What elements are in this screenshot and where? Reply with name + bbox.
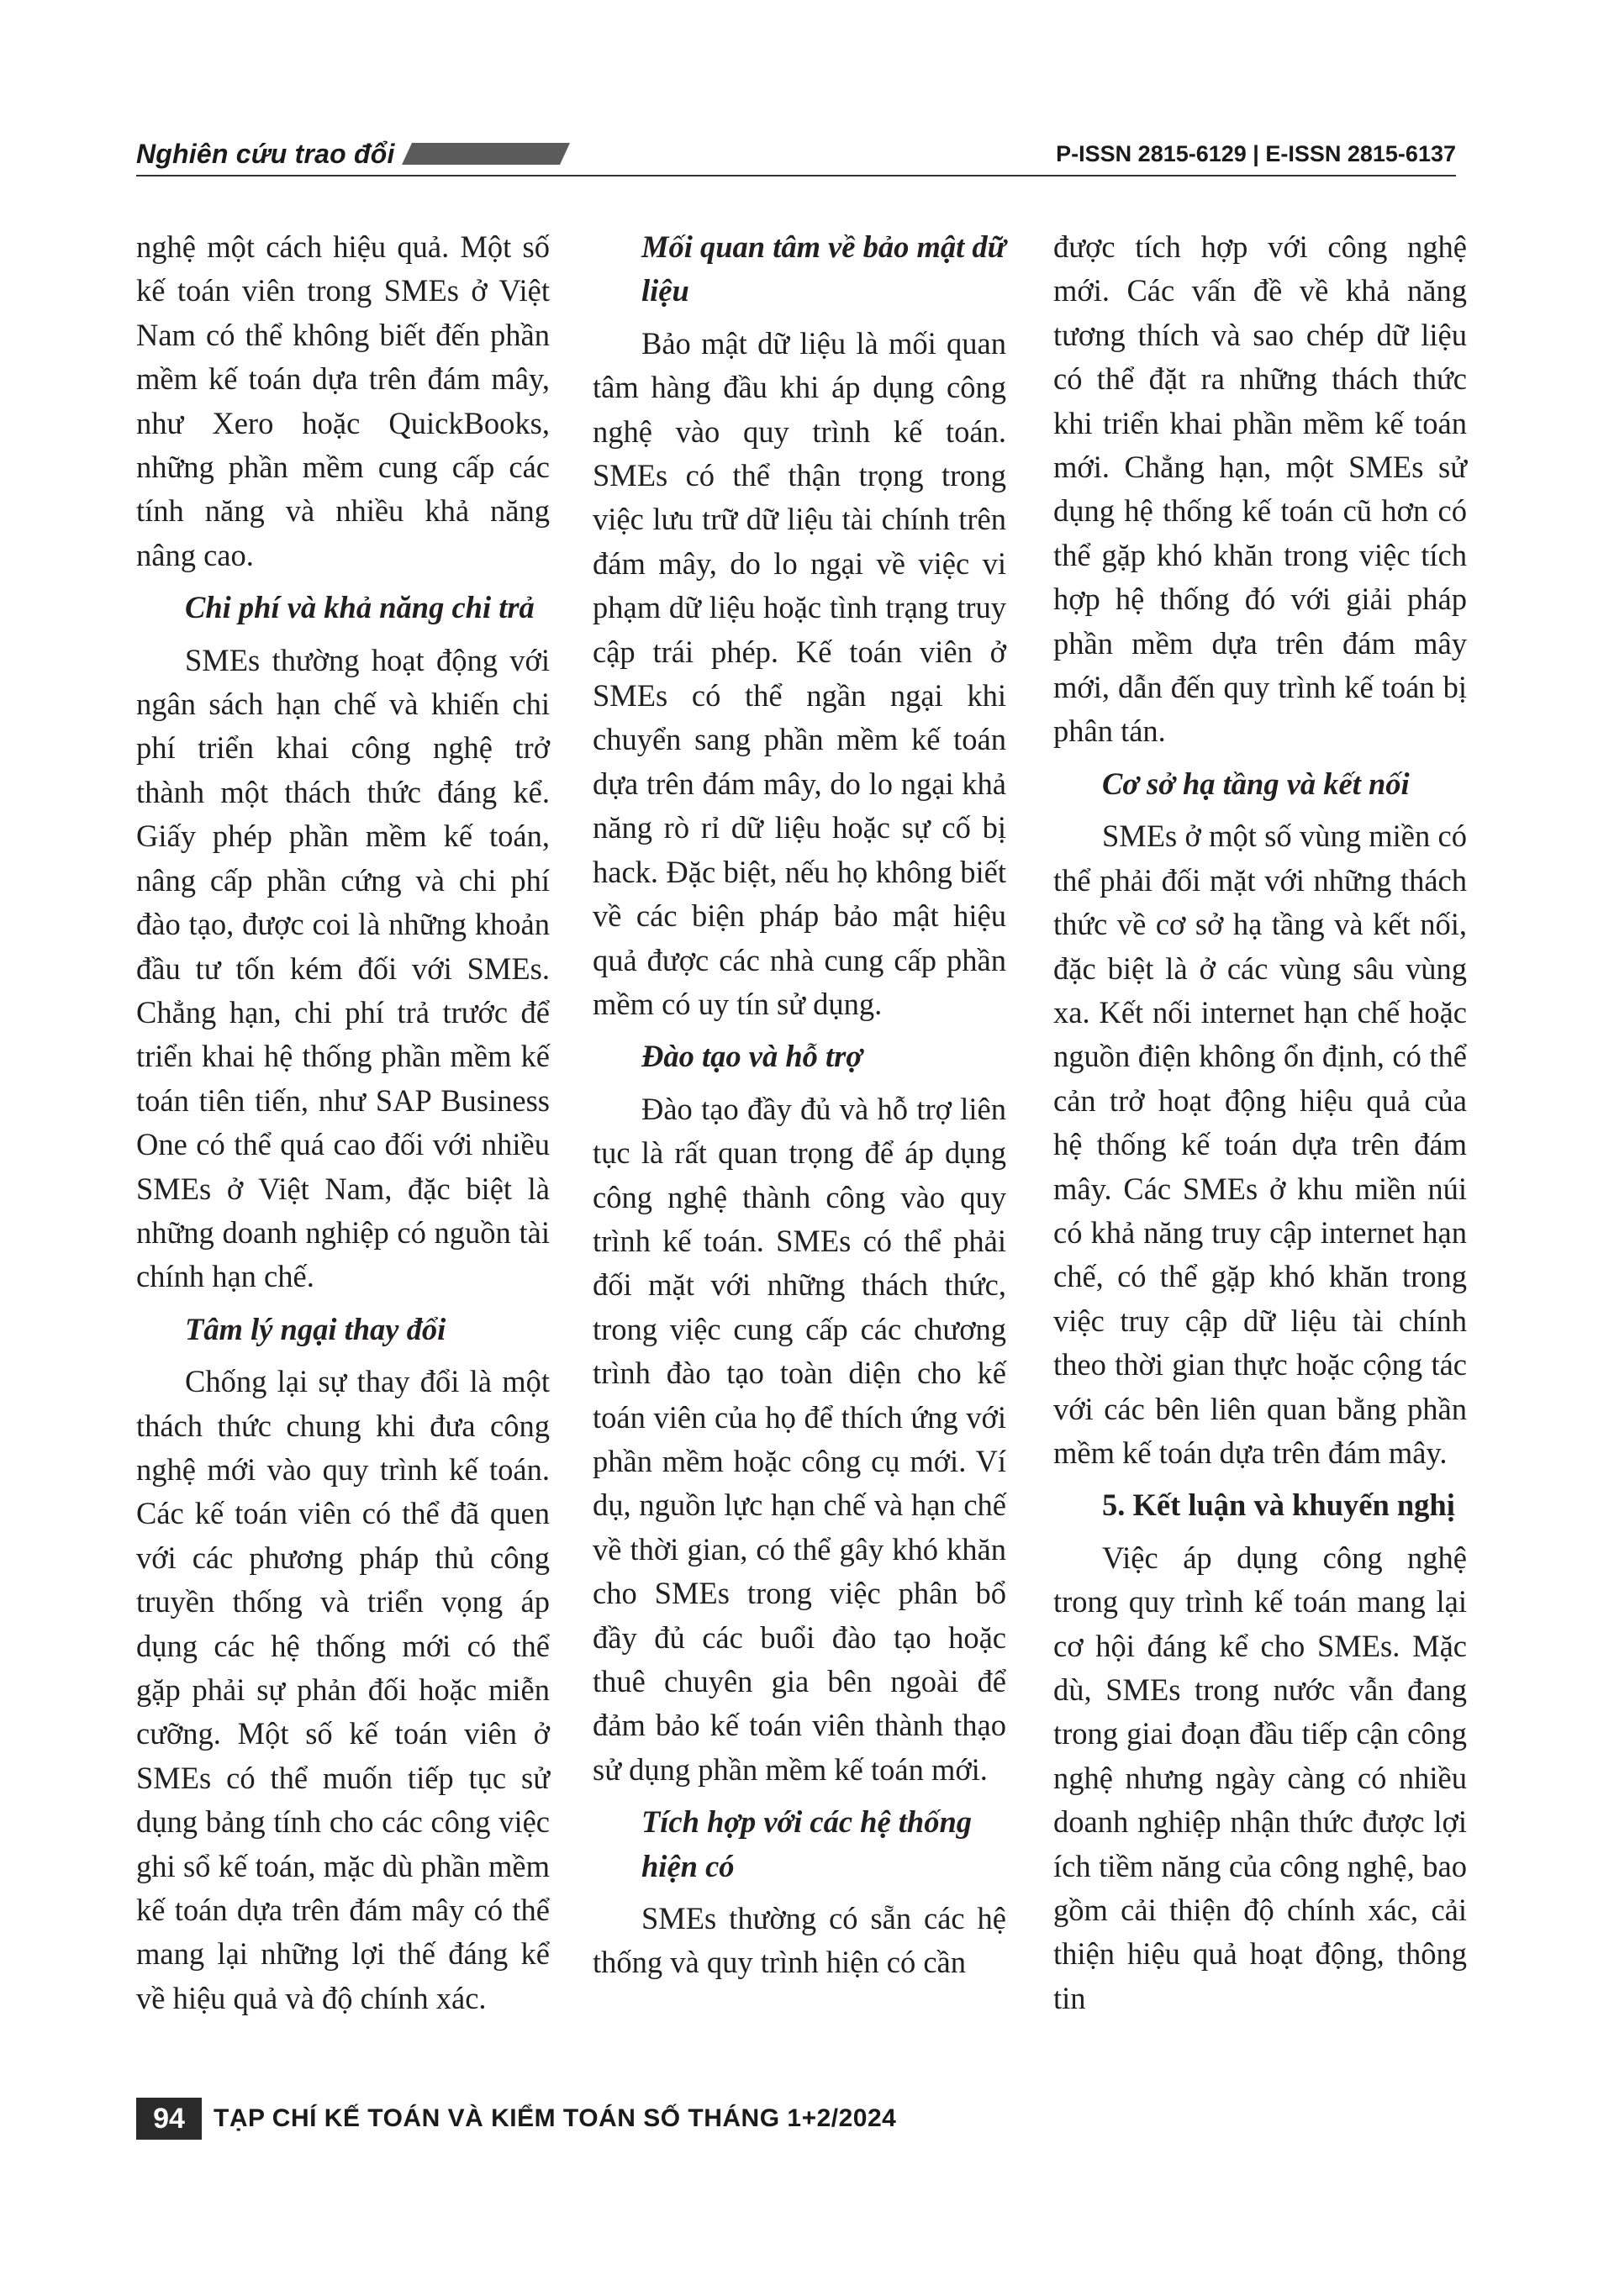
paragraph: SMEs thường có sẵn các hệ thống và quy trình hiện có cần [593, 1901, 1006, 1980]
paragraph: SMEs thường hoạt động với ngân sách hạn chế và khiến chi phí triển khai công nghệ trở thành một thách thức đáng kể. Giấy phép phần mềm kế toán, nâng cấp phần cứng và chi phí đào tạo, được coi là những khoản đầu tư tốn kém đối với SMEs. Chẳng hạn, chi phí trả trước để triển khai hệ thống phần mềm kế toán tiên tiến, như SAP Business One có thể quá cao đối với nhiều SMEs ở Việt Nam, đặc biệt là những doanh nghiệp có nguồn tài chính hạn chế. [136, 642, 550, 1294]
subheading: Tâm lý ngại thay đổi [185, 1311, 446, 1346]
paragraph: Chống lại sự thay đổi là một thách thức chung khi đưa công nghệ mới vào quy trình kế toán. Các kế toán viên có thể đã quen với các phương pháp thủ công truyền thống và triển vọng áp dụng các hệ thống mới có thể gặp phải sự phản đối hoặc miễn cưỡng. Một số kế toán viên ở SMEs có thể muốn tiếp tục sử dụng bảng tính cho các công việc ghi sổ kế toán, mặc dù phần mềm kế toán dựa trên đám mây có thể mang lại những lợi thế đáng kể về hiệu quả và độ chính xác. [136, 1364, 550, 2015]
paragraph: SMEs ở một số vùng miền có thể phải đối mặt với những thách thức về cơ sở hạ tầng và kết nối, đặc biệt là ở các vùng sâu vùng xa. Kết nối internet hạn chế hoặc nguồn điện không ổn định, có thể cản trở hoạt động hiệu quả của hệ thống kế toán dựa trên đám mây. Các SMEs ở khu miền núi có khả năng truy cập internet hạn chế, có thể gặp khó khăn trong việc truy cập dữ liệu tài chính theo thời gian thực hoặc cộng tác với các bên liên quan bằng phần mềm kế toán dựa trên đám mây. [1053, 819, 1467, 1470]
subheading: Cơ sở hạ tầng và kết nối [1102, 766, 1410, 801]
header-divider [136, 175, 1456, 176]
section-heading: 5. Kết luận và khuyến nghị [1102, 1488, 1455, 1523]
section-title: Nghiên cứu trao đổi [136, 139, 395, 169]
page-number: 94 [136, 2098, 202, 2140]
paragraph: Việc áp dụng công nghệ trong quy trình kế toán mang lại cơ hội đáng kể cho SMEs. Mặc dù, SMEs trong nước vẫn đang trong giai đoạn đầu tiếp cận công nghệ nhưng ngày càng có nhiều doanh nghiệp nhận thức được lợi ích tiềm năng của công nghệ, bao gồm cải thiện độ chính xác, cải thiện hiệu quả hoạt động, thông tin [1053, 1540, 1467, 2015]
column-2 [593, 225, 1006, 1985]
subheading: Đào tạo và hỗ trợ [641, 1039, 862, 1074]
column-3 [1053, 225, 1467, 2020]
paragraph: nghệ một cách hiệu quả. Một số kế toán viên trong SMEs ở Việt Nam có thể không biết đến phần mềm kế toán dựa trên đám mây, như Xero hoặc QuickBooks, những phần mềm cung cấp các tính năng và nhiều khả năng nâng cao. [136, 229, 550, 572]
subheading: Chi phí và khả năng chi trả [185, 590, 535, 625]
column-1 [136, 225, 550, 2020]
paragraph: Bảo mật dữ liệu là mối quan tâm hàng đầu khi áp dụng công nghệ vào quy trình kế toán. SMEs có thể thận trọng trong việc lưu trữ dữ liệu tài chính trên đám mây, do lo ngại về việc vi phạm dữ liệu hoặc tình trạng truy cập trái phép. Kế toán viên ở SMEs có thể ngần ngại khi chuyển sang phần mềm kế toán dựa trên đám mây, do lo ngại khả năng rò rỉ dữ liệu hoặc sự cố bị hack. Đặc biệt, nếu họ không biết về các biện pháp bảo mật hiệu quả được các nhà cung cấp phần mềm có uy tín sử dụng. [593, 325, 1006, 1021]
header-decorative-bar [402, 143, 570, 165]
subheading: Mối quan tâm về bảo mật dữ liệu [641, 229, 1006, 308]
running-header [0, 134, 1614, 176]
journal-title: TẠP CHÍ KẾ TOÁN VÀ KIỂM TOÁN SỐ THÁNG 1+2/2024 [214, 2104, 897, 2132]
subheading: Tích hợp với các hệ thống hiện có [641, 1804, 973, 1883]
paragraph: Đào tạo đầy đủ và hỗ trợ liên tục là rất quan trọng để áp dụng công nghệ thành công vào quy trình kế toán. SMEs có thể phải đối mặt với những thách thức, trong việc cung cấp các chương trình đào tạo toàn diện cho kế toán viên của họ để thích ứng với phần mềm hoặc công cụ mới. Ví dụ, nguồn lực hạn chế và hạn chế về thời gian, có thể gây khó khăn cho SMEs trong việc phân bổ đầy đủ các buổi đào tạo hoặc thuê chuyên gia bên ngoài để đảm bảo kế toán viên thành thạo sử dụng phần mềm kế toán mới. [593, 1091, 1006, 1787]
paragraph: được tích hợp với công nghệ mới. Các vấn đề về khả năng tương thích và sao chép dữ liệu có thể đặt ra những thách thức khi triển khai phần mềm kế toán mới. Chẳng hạn, một SMEs sử dụng hệ thống kế toán cũ hơn có thể gặp khó khăn trong việc tích hợp hệ thống đó với giải pháp phần mềm dựa trên đám mây mới, dẫn đến quy trình kế toán bị phân tán. [1053, 229, 1467, 749]
issn-label: P-ISSN 2815-6129 | E-ISSN 2815-6137 [1056, 141, 1456, 166]
